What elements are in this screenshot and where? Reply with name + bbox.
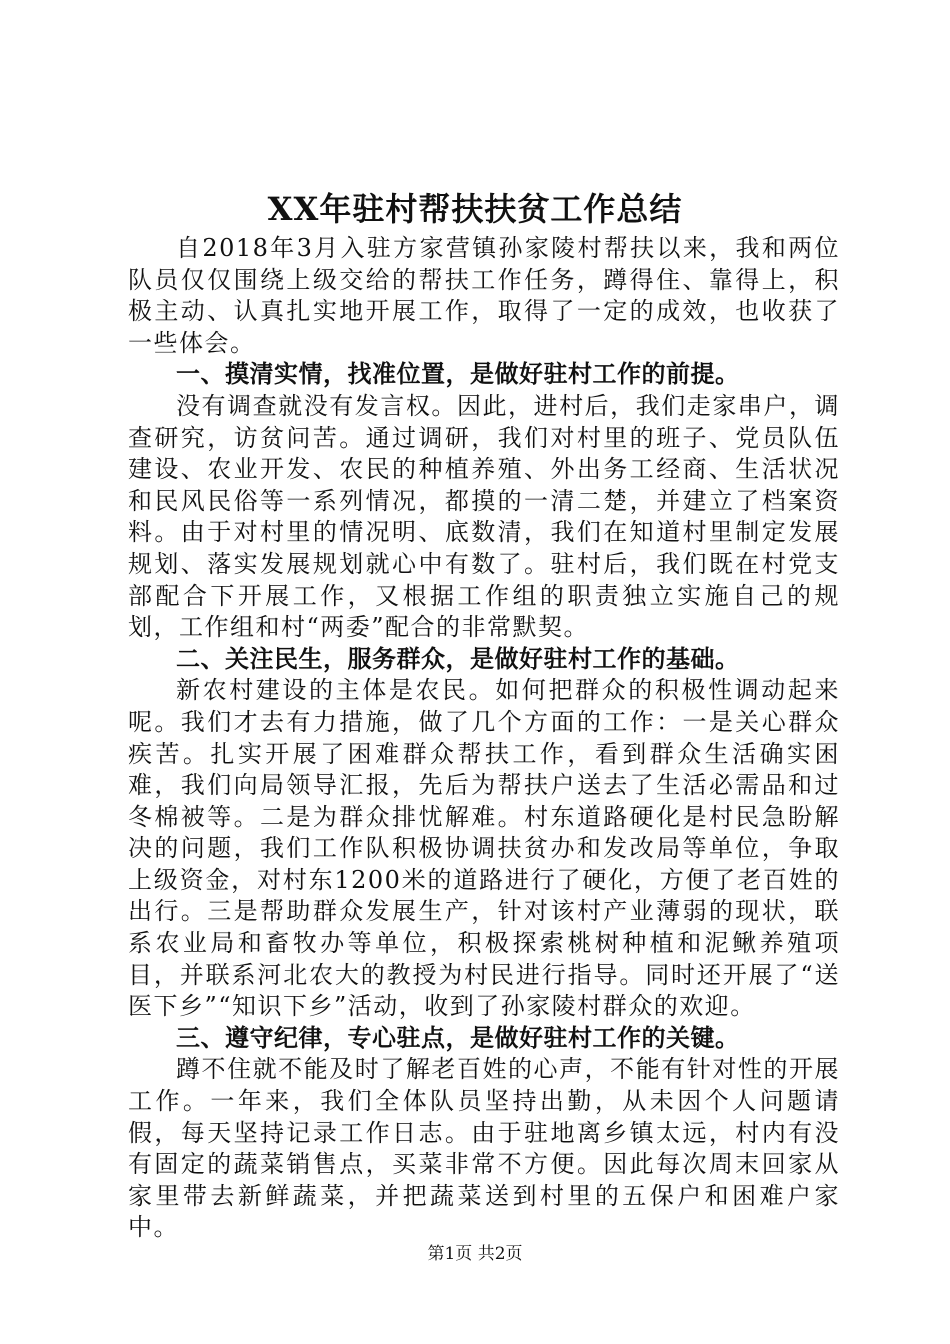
- section-heading-1: 一、摸清实情，找准位置，是做好驻村工作的前提。: [176, 360, 740, 389]
- section-heading-3: 三、遵守纪律，专心驻点，是做好驻村工作的关键。: [176, 1023, 740, 1052]
- intro-paragraph: 自2018年3月入驻方家营镇孙家陵村帮扶以来，我和两位队员仅仅围绕上级交给的帮扶工作任务，蹲得住、靠得上，积极主动、认真扎实地开展工作，取得了一定的成效，也收获了一些体会。: [128, 234, 840, 357]
- document-title: XX年驻村帮扶扶贫工作总结: [267, 190, 683, 228]
- section-heading-2: 二、关注民生，服务群众，是做好驻村工作的基础。: [176, 644, 740, 673]
- document-body: [128, 233, 840, 1244]
- section-paragraph-1: 没有调查就没有发言权。因此，进村后，我们走家串户，调查研究，访贫问苦。通过调研，我们对村里的班子、党员队伍建设、农业开发、农民的种植养殖、外出务工经商、生活状况和民风民俗等一系列情况，都摸的一清二楚，并建立了档案资料。由于对村里的情况明、底数清，我们在知道村里制定发展规划、落实发展规划就心中有数了。驻村后，我们既在村党支部配合下开展工作，又根据工作组的职责独立实施自己的规划，工作组和村“两委”配合的非常默契。: [128, 391, 840, 642]
- page-number-footer: 第1页 共2页: [427, 1244, 523, 1264]
- section-paragraph-2: 新农村建设的主体是农民。如何把群众的积极性调动起来呢。我们才去有力措施，做了几个方面的工作：一是关心群众疾苦。扎实开展了困难群众帮扶工作，看到群众生活确实困难，我们向局领导汇报，先后为帮扶户送去了生活必需品和过冬棉被等。二是为群众排忧解难。村东道路硬化是村民急盼解决的问题，我们工作队积极协调扶贫办和发改局等单位，争取上级资金，对村东1200米的道路进行了硬化，方便了老百姓的出行。三是帮助群众发展生产，针对该村产业薄弱的现状，联系农业局和畜牧办等单位，积极探索桃树种植和泥鳅养殖项目，并联系河北农大的教授为村民进行指导。同时还开展了“送医下乡”“知识下乡”活动，收到了孙家陵村群众的欢迎。: [128, 676, 840, 1021]
- section-paragraph-3: 蹲不住就不能及时了解老百姓的心声，不能有针对性的开展工作。一年来，我们全体队员坚持出勤，从未因个人问题请假，每天坚持记录工作日志。由于驻地离乡镇太远，村内有没有固定的蔬菜销售点，买菜非常不方便。因此每次周末回家从家里带去新鲜蔬菜，并把蔬菜送到村里的五保户和困难户家中。: [128, 1055, 840, 1242]
